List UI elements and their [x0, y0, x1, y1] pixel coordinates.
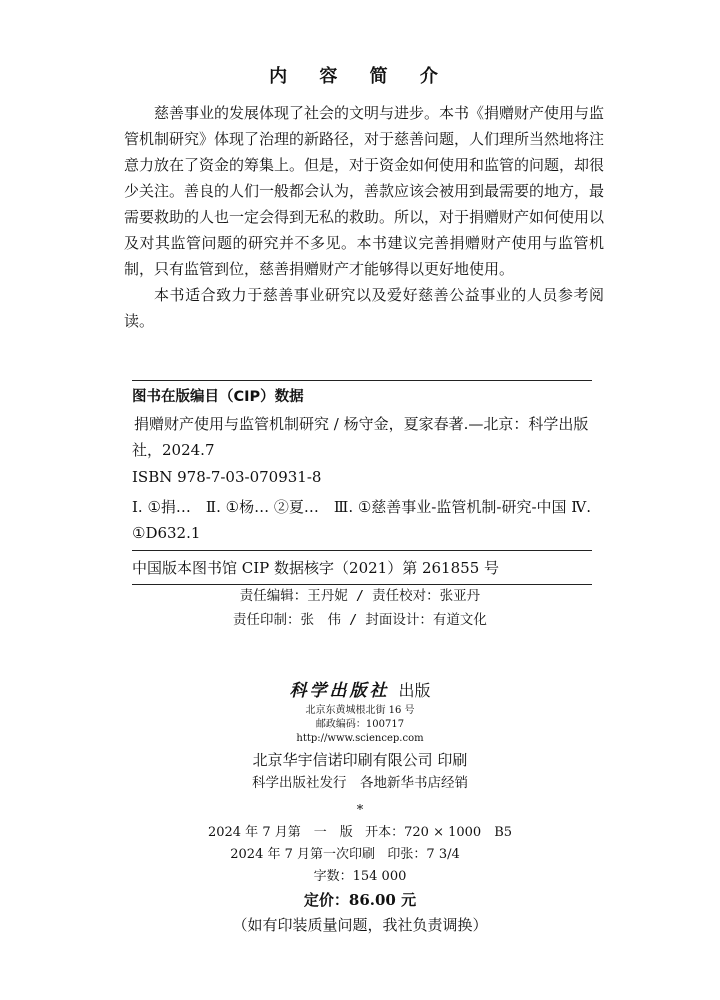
sheets-info: 印张：7 3/4 [387, 847, 460, 862]
printing-row [0, 844, 690, 866]
cip-isbn: ISBN 978-7-03-070931-8 [132, 468, 322, 486]
summary-paragraph: 本书适合致力于慈善事业研究以及爱好慈善公益事业的人员参考阅读。 [124, 286, 604, 330]
printing-info: 2024 年 7 月第一次印刷 [230, 847, 376, 862]
staff-line-editors: 责任编辑：王丹妮 / 责任校对：张亚丹 [239, 588, 481, 604]
edition-row [0, 822, 720, 844]
cip-data-block [132, 380, 592, 585]
cip-classification: Ⅰ. ①捐… Ⅱ. ①杨… ②夏… Ⅲ. ①慈善事业-监管机制-研究-中国 Ⅳ. ①D632.1 [132, 498, 592, 542]
publisher-logotype: 科学出版社 [289, 681, 390, 701]
publisher-postcode: 邮政编码：100717 [315, 719, 405, 730]
content-summary [124, 100, 604, 334]
cip-heading: 图书在版编目（CIP）数据 [132, 389, 304, 405]
printer-line: 北京华宇信诺印刷有限公司 印刷 [252, 751, 468, 769]
word-count: 字数：154 000 [313, 869, 407, 884]
page-title: 内 容 简 介 [269, 66, 451, 87]
publisher-address: 北京东黄城根北街 16 号 [305, 705, 415, 716]
edition-info: 2024 年 7 月第 一 版 [207, 825, 353, 840]
cip-library-record: 中国版本图书馆 CIP 数据核字（2021）第 261855 号 [132, 550, 592, 584]
summary-paragraph: 慈善事业的发展体现了社会的文明与进步。本书《捐赠财产使用与监管机制研究》体现了治理的新路径，对于慈善问题，人们理所当然地将注意力放在了资金的筹集上。但是，对于资金如何使用和监管的问题，却很少关注。善良的人们一般都会认为，善款应该会被用到最需要的地方，最需要救助的人也一定会得到无私的救助。所以，对于捐赠财产如何使用以及对其监管问题的研究并不多见。本书建议完善捐赠财产使用与监管机制，只有监管到位，慈善捐赠财产才能够得以更好地使用。 [124, 104, 605, 278]
publisher-url: http://www.sciencep.com [296, 733, 424, 744]
format-info: 开本：720 × 1000 B5 [365, 825, 513, 840]
publisher-name [0, 678, 720, 704]
separator-asterisk: * [356, 803, 364, 818]
price: 定价：86.00 元 [303, 891, 417, 909]
publisher-block [0, 678, 720, 938]
staff-credits [0, 584, 720, 632]
distribution-line: 科学出版社发行 各地新华书店经销 [252, 775, 468, 791]
publisher-name-suffix: 出版 [398, 681, 431, 700]
cip-record: 捐赠财产使用与监管机制研究 / 杨守金，夏家春著.—北京：科学出版社，2024.7 [132, 415, 589, 459]
staff-line-production: 责任印制：张 伟 / 封面设计：有道文化 [233, 612, 487, 628]
quality-notice: （如有印装质量问题，我社负责调换） [232, 916, 488, 934]
